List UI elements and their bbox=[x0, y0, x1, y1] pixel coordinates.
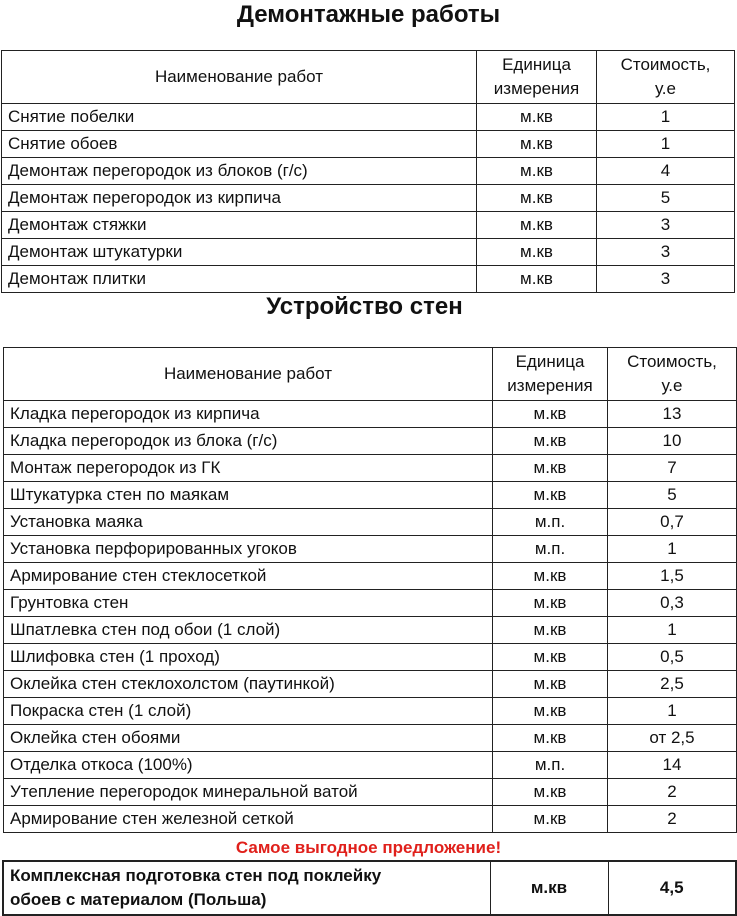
header-cost: Стоимость, у.е bbox=[608, 348, 737, 401]
row-name: Отделка откоса (100%) bbox=[4, 752, 493, 779]
row-unit: м.кв bbox=[493, 725, 608, 752]
row-cost: 13 bbox=[608, 401, 737, 428]
row-cost: 1 bbox=[597, 104, 735, 131]
row-cost: 0,7 bbox=[608, 509, 737, 536]
offer-banner: Самое выгодное предложение! bbox=[235, 838, 502, 857]
row-name: Установка маяка bbox=[4, 509, 493, 536]
row-unit: м.п. bbox=[493, 536, 608, 563]
table-row bbox=[4, 590, 737, 617]
offer-unit: м.кв bbox=[490, 861, 608, 915]
row-cost: 0,3 bbox=[608, 590, 737, 617]
row-name: Армирование стен железной сеткой bbox=[4, 806, 493, 833]
row-unit: м.кв bbox=[493, 779, 608, 806]
header-unit: Единица измерения bbox=[477, 51, 597, 104]
row-name: Покраска стен (1 слой) bbox=[4, 698, 493, 725]
header-unit: Единица измерения bbox=[493, 348, 608, 401]
row-cost: 2 bbox=[608, 806, 737, 833]
table-row bbox=[2, 266, 735, 293]
row-name: Демонтаж стяжки bbox=[2, 212, 477, 239]
row-cost: 14 bbox=[608, 752, 737, 779]
walls-title: Устройство стен bbox=[266, 293, 463, 320]
row-unit: м.кв bbox=[477, 266, 597, 293]
table-row bbox=[4, 779, 737, 806]
offer-cost: 4,5 bbox=[608, 861, 736, 915]
table-row bbox=[2, 212, 735, 239]
row-cost: 0,5 bbox=[608, 644, 737, 671]
row-cost: 1 bbox=[608, 698, 737, 725]
table-header bbox=[2, 51, 735, 104]
row-unit: м.кв bbox=[493, 455, 608, 482]
row-cost: 5 bbox=[597, 185, 735, 212]
row-name: Установка перфорированных угоков bbox=[4, 536, 493, 563]
table-row bbox=[4, 401, 737, 428]
row-name: Утепление перегородок минеральной ватой bbox=[4, 779, 493, 806]
offer-row bbox=[3, 861, 736, 915]
offer-name: Комплексная подготовка стен под поклейку обоев с материалом (Польша) bbox=[3, 861, 490, 915]
row-name: Шпатлевка стен под обои (1 слой) bbox=[4, 617, 493, 644]
row-cost: 7 bbox=[608, 455, 737, 482]
row-unit: м.кв bbox=[493, 806, 608, 833]
table-row bbox=[4, 752, 737, 779]
row-unit: м.кв bbox=[493, 482, 608, 509]
row-unit: м.кв bbox=[477, 185, 597, 212]
walls-table bbox=[3, 347, 737, 833]
row-name: Шлифовка стен (1 проход) bbox=[4, 644, 493, 671]
table-row bbox=[4, 509, 737, 536]
row-name: Демонтаж штукатурки bbox=[2, 239, 477, 266]
row-cost: 1,5 bbox=[608, 563, 737, 590]
row-cost: 2,5 bbox=[608, 671, 737, 698]
row-unit: м.кв bbox=[477, 131, 597, 158]
table-row bbox=[2, 239, 735, 266]
row-unit: м.кв bbox=[477, 212, 597, 239]
offer-table bbox=[2, 860, 737, 916]
row-cost: 2 bbox=[608, 779, 737, 806]
table-row bbox=[4, 644, 737, 671]
table-row bbox=[4, 671, 737, 698]
table-row bbox=[2, 185, 735, 212]
row-unit: м.кв bbox=[477, 158, 597, 185]
table-row bbox=[4, 725, 737, 752]
row-cost: 3 bbox=[597, 266, 735, 293]
row-name: Монтаж перегородок из ГК bbox=[4, 455, 493, 482]
row-unit: м.кв bbox=[477, 104, 597, 131]
table-row bbox=[4, 536, 737, 563]
row-unit: м.кв bbox=[493, 428, 608, 455]
row-name: Демонтаж перегородок из блоков (г/с) bbox=[2, 158, 477, 185]
demolition-title: Демонтажные работы bbox=[236, 1, 501, 28]
table-row bbox=[2, 131, 735, 158]
demolition-table bbox=[1, 50, 735, 293]
row-unit: м.кв bbox=[493, 644, 608, 671]
table-row bbox=[4, 617, 737, 644]
row-cost: 3 bbox=[597, 239, 735, 266]
row-name: Снятие обоев bbox=[2, 131, 477, 158]
header-cost: Стоимость, у.е bbox=[597, 51, 735, 104]
row-unit: м.кв bbox=[493, 671, 608, 698]
row-cost: 1 bbox=[608, 536, 737, 563]
row-unit: м.кв bbox=[493, 401, 608, 428]
row-unit: м.п. bbox=[493, 752, 608, 779]
row-unit: м.п. bbox=[493, 509, 608, 536]
row-name: Штукатурка стен по маякам bbox=[4, 482, 493, 509]
row-cost: 4 bbox=[597, 158, 735, 185]
table-row bbox=[4, 428, 737, 455]
row-name: Кладка перегородок из кирпича bbox=[4, 401, 493, 428]
row-unit: м.кв bbox=[477, 239, 597, 266]
row-cost: 1 bbox=[597, 131, 735, 158]
table-row bbox=[4, 698, 737, 725]
row-cost: 10 bbox=[608, 428, 737, 455]
table-row bbox=[2, 104, 735, 131]
row-name: Демонтаж перегородок из кирпича bbox=[2, 185, 477, 212]
row-name: Оклейка стен стеклохолстом (паутинкой) bbox=[4, 671, 493, 698]
row-cost: 1 bbox=[608, 617, 737, 644]
row-unit: м.кв bbox=[493, 617, 608, 644]
table-row bbox=[4, 482, 737, 509]
row-name: Армирование стен стеклосеткой bbox=[4, 563, 493, 590]
row-cost: 3 bbox=[597, 212, 735, 239]
table-row bbox=[4, 806, 737, 833]
row-name: Демонтаж плитки bbox=[2, 266, 477, 293]
table-row bbox=[4, 455, 737, 482]
header-name: Наименование работ bbox=[4, 348, 493, 401]
row-unit: м.кв bbox=[493, 698, 608, 725]
row-name: Кладка перегородок из блока (г/с) bbox=[4, 428, 493, 455]
row-cost: 5 bbox=[608, 482, 737, 509]
table-header bbox=[4, 348, 737, 401]
row-cost: от 2,5 bbox=[608, 725, 737, 752]
row-unit: м.кв bbox=[493, 590, 608, 617]
header-name: Наименование работ bbox=[2, 51, 477, 104]
table-row bbox=[4, 563, 737, 590]
row-name: Оклейка стен обоями bbox=[4, 725, 493, 752]
row-name: Снятие побелки bbox=[2, 104, 477, 131]
row-name: Грунтовка стен bbox=[4, 590, 493, 617]
table-row bbox=[2, 158, 735, 185]
row-unit: м.кв bbox=[493, 563, 608, 590]
